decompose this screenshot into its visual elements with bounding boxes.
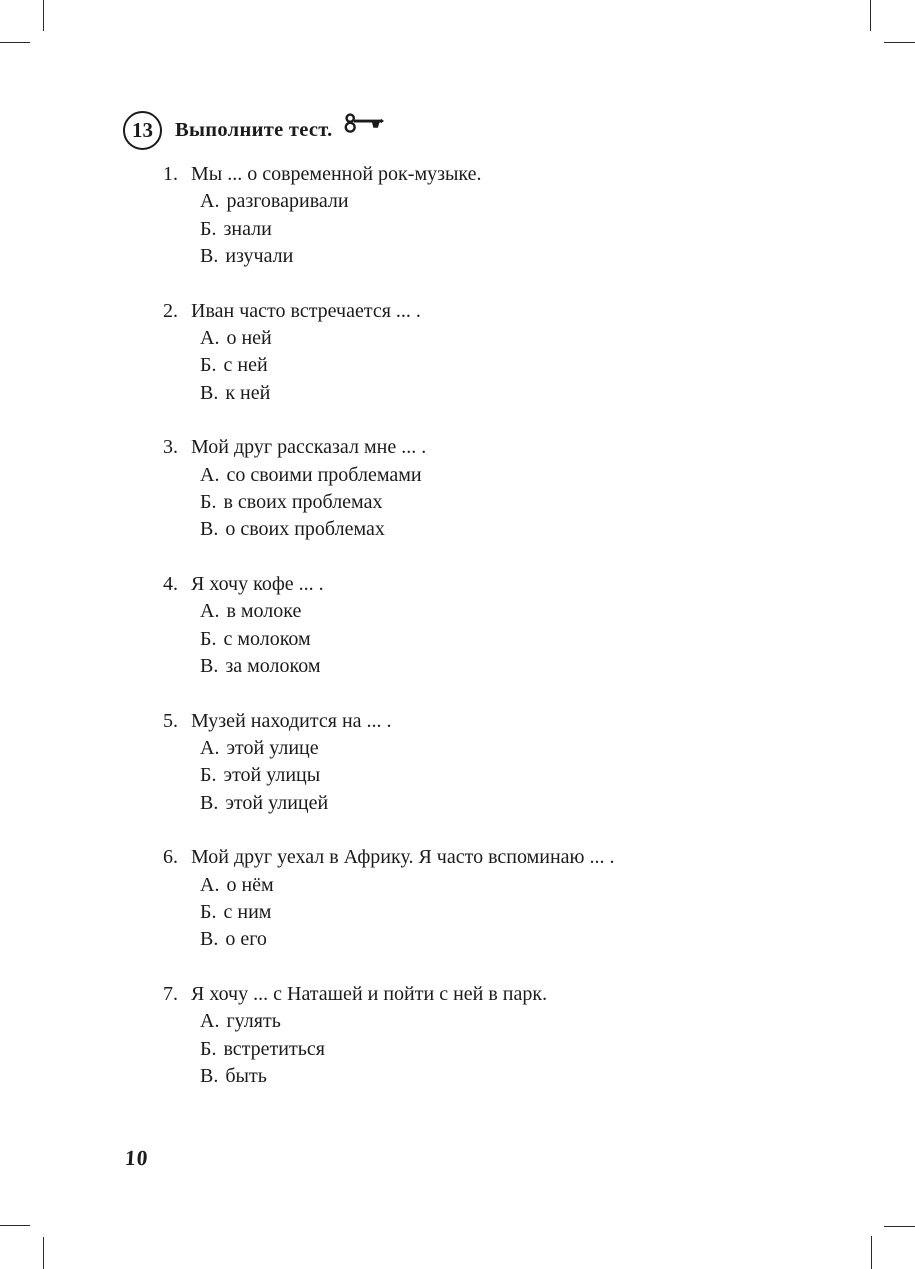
option-text: о нём <box>226 873 274 896</box>
question-1-option-v <box>163 243 803 270</box>
question-6-option-v <box>163 926 803 953</box>
question-2-option-b <box>163 352 803 379</box>
question-2-option-v <box>163 380 803 407</box>
option-text: быть <box>225 1064 267 1087</box>
question-stem-line <box>163 434 803 461</box>
question-5-option-b <box>163 762 803 789</box>
option-letter: Б. <box>200 491 217 514</box>
exercise-number: 13 <box>132 118 153 142</box>
question-5-option-a <box>163 735 803 762</box>
option-text: со своими проблемами <box>226 463 422 486</box>
option-text: за молоком <box>225 655 321 678</box>
question-3-option-a <box>163 462 803 489</box>
question-6-option-a <box>163 872 803 899</box>
option-text: разговаривали <box>226 190 349 213</box>
question-4-option-v <box>163 653 803 680</box>
question-stem-line <box>163 708 803 735</box>
question-number: 2. <box>163 299 178 322</box>
question-stem-line <box>163 571 803 598</box>
question-7-option-b <box>163 1036 803 1063</box>
option-letter: В. <box>200 928 219 951</box>
question-6-option-b <box>163 899 803 926</box>
option-letter: А. <box>200 190 220 213</box>
option-letter: А. <box>200 736 220 759</box>
crop-mark-top-right-vertical <box>870 0 871 31</box>
question-stem: Мой друг рассказал мне ... . <box>186 436 427 459</box>
question-4-option-a <box>163 598 803 625</box>
option-text: этой улицей <box>225 791 329 814</box>
option-letter: В. <box>200 655 219 678</box>
exercise-header <box>123 111 385 150</box>
option-text: в молоке <box>226 600 302 623</box>
option-letter: В. <box>200 1064 219 1087</box>
option-text: о своих проблемах <box>225 518 385 541</box>
option-letter: Б. <box>200 900 217 923</box>
crop-mark-bottom-right-horizontal <box>884 1226 915 1227</box>
question-stem: Иван часто встречается ... . <box>186 299 421 322</box>
option-text: встретиться <box>223 1037 325 1060</box>
crop-mark-bottom-left-vertical <box>43 1237 44 1269</box>
option-text: с ней <box>223 354 268 377</box>
question-2-option-a <box>163 325 803 352</box>
crop-mark-top-right-horizontal <box>884 42 915 43</box>
option-letter: А. <box>200 600 220 623</box>
option-letter: В. <box>200 518 219 541</box>
option-text: изучали <box>225 245 294 268</box>
question-stem: Мой друг уехал в Африку. Я часто вспоминаю ... . <box>186 846 615 869</box>
crop-mark-top-left-horizontal <box>0 42 30 43</box>
option-text: с молоком <box>223 627 311 650</box>
question-stem: Я хочу ... с Наташей и пойти с ней в парк. <box>186 982 548 1005</box>
option-text: гулять <box>226 1010 281 1033</box>
option-text: о ней <box>226 327 272 350</box>
option-letter: Б. <box>200 1037 217 1060</box>
option-letter: В. <box>200 245 219 268</box>
page-number: 10 <box>124 1146 150 1170</box>
option-text: о его <box>225 928 267 951</box>
question-1-option-a <box>163 188 803 215</box>
question-number: 4. <box>163 572 178 595</box>
question-3-option-b <box>163 489 803 516</box>
question-4 <box>163 571 803 681</box>
question-number: 1. <box>163 163 178 185</box>
question-2 <box>163 298 803 408</box>
question-stem-line <box>163 161 803 188</box>
question-4-option-b <box>163 626 803 653</box>
option-text: этой улице <box>226 736 319 759</box>
question-3 <box>163 434 803 544</box>
option-text: знали <box>223 217 272 240</box>
crop-mark-bottom-right-vertical <box>871 1236 872 1269</box>
question-number: 6. <box>163 846 178 869</box>
option-letter: Б. <box>200 217 217 240</box>
question-1 <box>163 161 803 271</box>
question-7-option-v <box>163 1063 803 1090</box>
question-7-option-a <box>163 1008 803 1035</box>
crop-mark-bottom-left-horizontal <box>0 1225 30 1226</box>
option-letter: А. <box>200 327 220 350</box>
option-text: с ним <box>223 900 272 923</box>
exercise-title: Выполните тест. <box>175 119 333 141</box>
question-stem-line <box>163 844 803 871</box>
option-letter: В. <box>200 381 219 404</box>
question-3-option-v <box>163 516 803 543</box>
question-stem: Мы ... о современной рок-музыке. <box>186 163 482 185</box>
option-letter: А. <box>200 463 220 486</box>
option-letter: В. <box>200 791 219 814</box>
option-text: в своих проблемах <box>223 491 383 514</box>
option-letter: Б. <box>200 764 217 787</box>
question-stem: Музей находится на ... . <box>186 709 392 732</box>
question-number: 5. <box>163 709 178 732</box>
exercise-number-badge <box>123 111 162 150</box>
option-letter: Б. <box>200 354 217 377</box>
crop-mark-top-left-vertical <box>43 0 44 31</box>
question-list <box>163 161 803 1117</box>
question-5-option-v <box>163 790 803 817</box>
option-letter: А. <box>200 1010 220 1033</box>
question-6 <box>163 844 803 954</box>
question-number: 3. <box>163 436 178 459</box>
option-text: к ней <box>225 381 271 404</box>
question-5 <box>163 708 803 818</box>
option-text: этой улицы <box>223 764 321 787</box>
question-7 <box>163 981 803 1091</box>
question-number: 7. <box>163 982 178 1005</box>
question-stem-line <box>163 981 803 1008</box>
question-stem-line <box>163 298 803 325</box>
question-stem: Я хочу кофе ... . <box>186 572 324 595</box>
key-icon <box>343 112 385 141</box>
option-letter: А. <box>200 873 220 896</box>
question-1-option-b <box>163 216 803 243</box>
option-letter: Б. <box>200 627 217 650</box>
